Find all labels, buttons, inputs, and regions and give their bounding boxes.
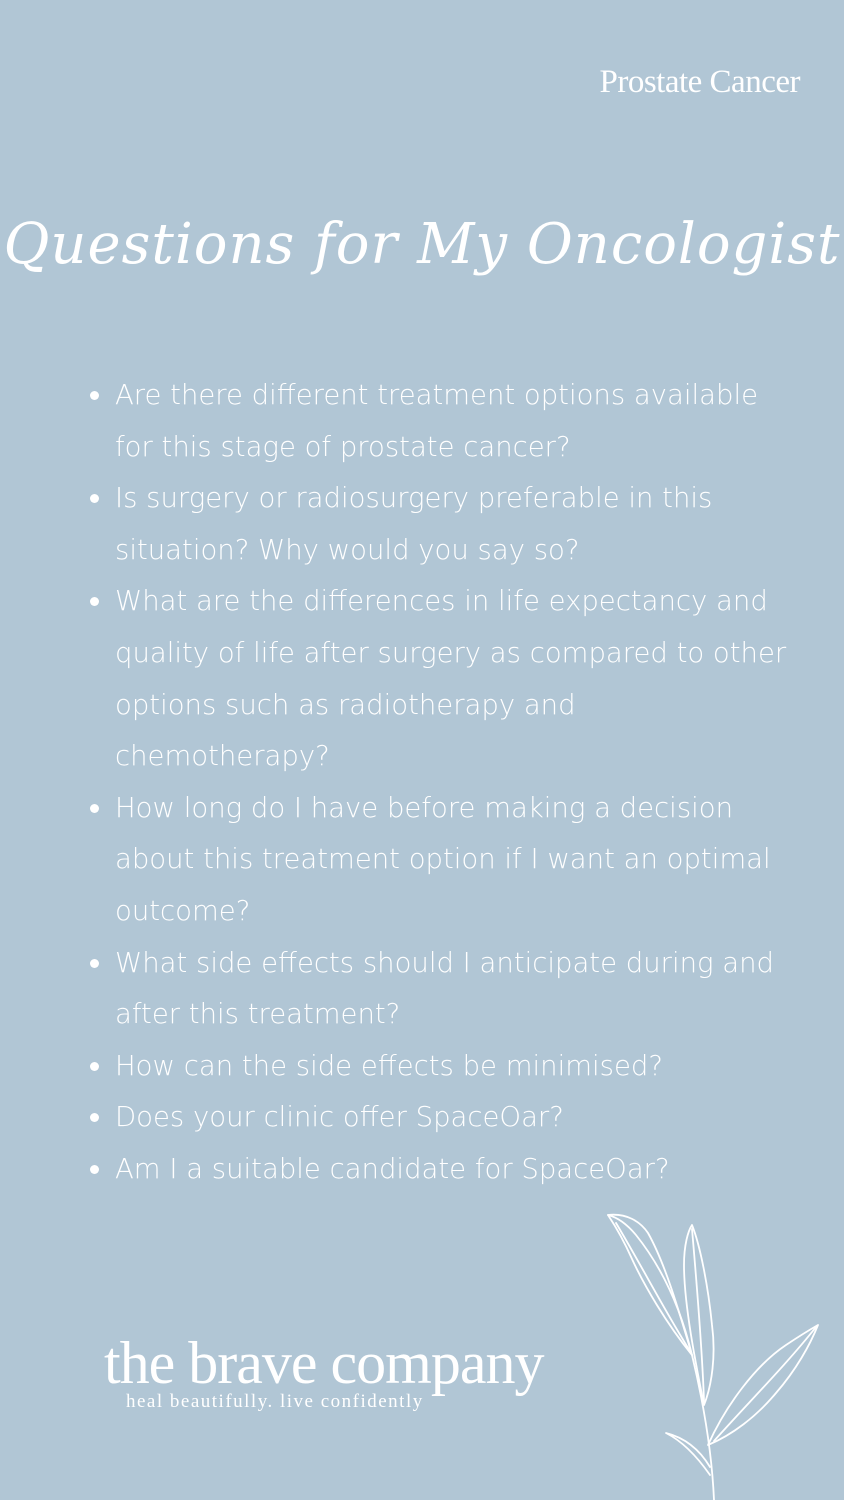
list-item — [88, 938, 798, 1041]
bullet-icon — [90, 804, 99, 813]
bullet-icon — [90, 959, 99, 968]
question-text: What side effects should I anticipate during and after this treatment? — [115, 946, 774, 1031]
bullet-icon — [90, 1165, 99, 1174]
leaf-branch-icon — [596, 1205, 836, 1500]
bullet-icon — [90, 1113, 99, 1122]
list-item — [88, 370, 798, 473]
brand-logo: the brave company — [104, 1330, 544, 1396]
bullet-icon — [90, 494, 99, 503]
list-item — [88, 1092, 798, 1144]
question-text: Am I a suitable candidate for SpaceOar? — [115, 1152, 670, 1185]
question-text: Is surgery or radiosurgery preferable in this situation? Why would you say so? — [115, 482, 713, 566]
list-item — [88, 576, 798, 782]
list-item — [88, 1144, 798, 1196]
list-item — [88, 473, 798, 576]
bullet-icon — [90, 1062, 99, 1071]
question-text: What are the differences in life expectancy and quality of life after surgery as compared to other options such as radiotherapy and chemotherapy? — [115, 585, 787, 773]
topic-label: Prostate Cancer — [599, 64, 800, 100]
question-text: Does your clinic offer SpaceOar? — [115, 1101, 564, 1134]
question-text: Are there different treatment options available for this stage of prostate cancer? — [115, 379, 759, 463]
list-item — [88, 1041, 798, 1093]
page-title: Questions for My Oncologist — [3, 212, 841, 277]
questions-list — [88, 370, 798, 1196]
bullet-icon — [90, 391, 99, 400]
list-item — [88, 783, 798, 938]
brand-tagline: heal beautifully. live confidently — [126, 1391, 424, 1412]
bullet-icon — [90, 597, 99, 606]
question-text: How long do I have before making a decision about this treatment option if I want an optimal outcome? — [115, 791, 771, 927]
question-text: How can the side effects be minimised? — [115, 1049, 663, 1082]
